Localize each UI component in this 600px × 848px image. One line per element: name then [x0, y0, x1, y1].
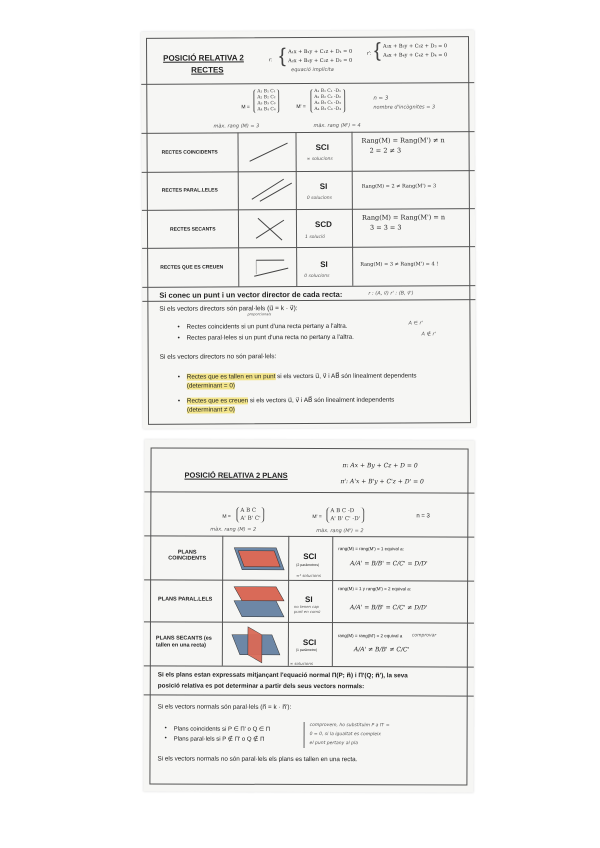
row-sub: (1 paràmetre) [295, 647, 318, 653]
row-rank: Rang(M) = 2 ≠ Rang(M') = 3 [361, 183, 437, 190]
matrix-m-label: M = [222, 513, 231, 520]
row-type: SCI [302, 637, 317, 648]
page-title: POSICIÓ RELATIVA 2 [163, 53, 244, 63]
n-note: nombre d'incògnites = 3 [373, 104, 436, 111]
row-note: ∞² solucions [296, 572, 321, 579]
eq-r-1: A₁x + B₁y + C₁z + D₁ = 0 [288, 48, 353, 56]
row-note: no tenen cap punt en comú [294, 603, 321, 614]
row-note: 1 solució [305, 234, 326, 241]
row-fraction: A/A' = B/B' = C/C' = D/D' [350, 560, 428, 568]
row-type: SCI [303, 551, 317, 562]
parallel-planes-icon [226, 583, 286, 621]
row-note: 0 solucions [304, 273, 330, 280]
matrix-mp-note: màx. rang (M') = 2 [316, 528, 364, 535]
row-note: ∞ solucions [306, 156, 333, 163]
row-note: 0 solucions [306, 195, 333, 202]
skew-lines-icon [246, 252, 296, 282]
page-title: POSICIÓ RELATIVA 2 PLANS [184, 470, 288, 480]
n-value: n = 3 [373, 95, 389, 102]
bullet-text: si els vectors u⃗, v⃗ i AB⃗ són linealment independents [248, 396, 395, 405]
row-name: RECTES COINCIDENTS [161, 149, 218, 156]
matrix-row: A₄ B₄ C₄ [257, 107, 276, 113]
row-note: ∞ solucions [289, 660, 314, 667]
eq-r-note: equació implícita [291, 66, 334, 74]
eq-s-2: A₄x + B₄y + C₄z + D₄ = 0 [383, 52, 448, 59]
matrix-m [253, 89, 279, 113]
page-rectes [141, 30, 476, 429]
row-rank: Rang(M) = Rang(M') = n [361, 213, 446, 222]
highlight: (determinant = 0) [186, 382, 235, 390]
eq-s-label: r': [367, 50, 372, 57]
row-rank-values: 2 = 2 ≠ 3 [369, 146, 402, 155]
eq-s-1: A₃x + B₃y + C₃z + D₃ = 0 [383, 43, 448, 50]
paragraph: Si els vectors directors són paral·lels (u⃗ = k · v⃗): [159, 305, 298, 313]
annotation: comprovar [411, 633, 437, 639]
paragraph: Si els plans estan expressats mitjançant l'equació normal Π(P; n⃗) i Π'(Q; n⃗'), la seva [157, 671, 408, 680]
row-rank: rang(M) = rang(M') = 2 equival a [337, 633, 403, 639]
annotation: proporcionals [247, 312, 272, 317]
matrix-m-note: màx. rang (M) = 2 [210, 526, 257, 533]
paragraph: Si els vectors normals són paral·lels (n⃗ = k · n⃗'): [157, 703, 292, 711]
divider [304, 722, 305, 748]
eq-r-2: A₂x + B₂y + C₂z + D₂ = 0 [288, 57, 353, 65]
matrix-row: A B C [240, 507, 257, 514]
matrix-m [236, 507, 264, 523]
bullet: • Plans paral·lels si P ∉ Π' o Q ∉ Π [174, 736, 265, 743]
coincident-planes-icon [226, 542, 286, 576]
paragraph: Si els vectors normals no són paral·lels els plans es tallen en una recta. [157, 755, 358, 764]
row-rank-values: 3 = 3 = 3 [369, 223, 402, 232]
matrix-row: A₂ B₂ C₂ [257, 95, 276, 101]
eq-pi: π: Ax + By + Cz + D = 0 [342, 462, 418, 470]
bullet-text: si els vectors u⃗, v⃗ i AB⃗ són linealment dependents [275, 372, 417, 381]
matrix-mp-label: M' = [312, 514, 322, 521]
row-type: SI [319, 181, 328, 191]
bullet [187, 372, 417, 380]
matrix-mp-label: M' = [296, 104, 306, 111]
matrix-row: A₂ B₂ C₂ -D₂ [314, 94, 341, 100]
matrix-row: A₃ B₃ C₃ -D₃ [314, 100, 341, 106]
bullet: • Rectes coincidents si un punt d'una recta pertany a l'altra. [186, 323, 347, 331]
annotation: 0 = 0, si la igualtat es compleix [309, 732, 381, 738]
row-name: RECTES PARAL.LELES [161, 187, 218, 194]
brace-left: { [279, 45, 286, 68]
highlight: Rectes que es creuen [186, 397, 249, 405]
row-name: PLANS PARAL.LELS [158, 596, 213, 603]
matrix-mp [326, 507, 364, 523]
page-plans [143, 439, 474, 792]
matrix-m-label: M = [241, 104, 250, 111]
row-sub: (2 paràmetres) [296, 562, 320, 568]
annotation: A ∈ r' [408, 320, 423, 327]
row-name: RECTES SECANTS [169, 226, 216, 233]
annotation: comprovem, ho substituïm P a Π' = [309, 723, 390, 729]
secant-lines-icon [246, 214, 296, 244]
paragraph: posició relativa es pot determinar a partir dels seus vectors normals: [157, 682, 365, 691]
section-title: Si conec un punt i un vector director de cada recta: [159, 289, 343, 300]
annotation: A ∉ r' [421, 331, 436, 338]
matrix-row: A₁ B₁ C₁ [257, 89, 276, 95]
bullet [187, 397, 394, 405]
coincident-lines-icon [246, 137, 296, 167]
matrix-mp [310, 89, 345, 113]
n-value: n = 3 [416, 513, 430, 520]
brace-right: { [374, 39, 381, 62]
row-rank: Rang(M) = 3 ≠ Rang(M') = 4 ! [360, 261, 439, 268]
row-name: RECTES QUE ES CREUEN [160, 264, 224, 271]
matrix-row: A' B' C' [240, 515, 261, 522]
row-type: SCI [315, 142, 329, 152]
highlight: Rectes que es tallen en un punt [186, 373, 276, 381]
highlight: (determinant ≠ 0) [186, 406, 235, 414]
row-fraction: A/A' = B/B' = C/C' ≠ D/D' [350, 604, 428, 612]
bullet: • Plans coincidents si P ∈ Π' o Q ∈ Π [174, 726, 271, 733]
row-type: SI [320, 259, 328, 269]
paragraph: Si els vectors directors no són paral·lels: [159, 353, 277, 361]
bullet: • Rectes paral·leles si un punt d'una recta no pertany a l'altra. [187, 334, 354, 342]
matrix-mp-note: màx. rang (M') = 4 [313, 122, 361, 129]
matrix-row: A₄ B₄ C₄ -D₄ [314, 106, 342, 112]
row-rank: Rang(M) = Rang(M') ≠ n [361, 136, 445, 145]
matrix-row: A' B' C' -D' [330, 516, 361, 523]
matrix-row: A₁ B₁ C₁ -D₁ [314, 88, 341, 94]
row-type: SCD [314, 219, 332, 229]
section-note: r : (A, v⃗) r' : (B, v⃗') [368, 290, 414, 297]
matrix-row: A₃ B₃ C₃ [257, 101, 276, 107]
secant-planes-icon [226, 625, 286, 665]
parallel-lines-icon [246, 175, 296, 205]
row-rank: rang(M) = 1 y rang(M') = 2 equival a: [338, 586, 411, 592]
row-type: SI [305, 594, 313, 605]
eq-r-label: r: [269, 57, 273, 64]
eq-pi-prime: π': A'x + B'y + C'z + D' = 0 [340, 478, 424, 486]
annotation: el punt pertany al pla [309, 741, 359, 747]
row-name: PLANS SECANTS (es tallen en una recta) [155, 635, 212, 649]
row-name: PLANS COINCIDENTS [168, 549, 207, 562]
matrix-m-note: màx. rang (M) = 3 [213, 123, 260, 130]
matrix-row: A B C -D [330, 508, 355, 515]
row-fraction: A/A' ≠ B/B' ≠ C/C' [353, 646, 410, 654]
page-subtitle: RECTES [191, 65, 224, 75]
row-rank: rang(M) = rang(M') = 1 equival a: [338, 546, 404, 552]
